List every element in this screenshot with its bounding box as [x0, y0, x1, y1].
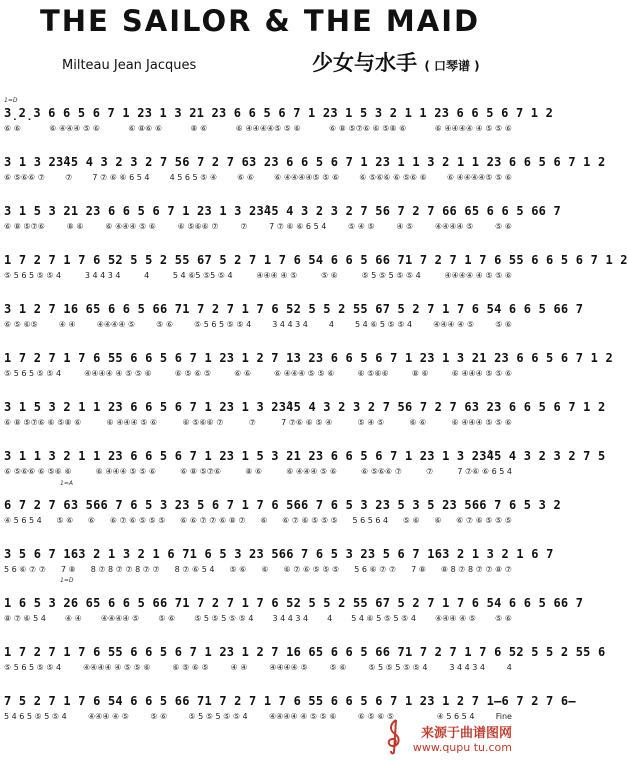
score-line [4, 487, 561, 536]
watermark-site-name: 来源于曲谱图网 [420, 726, 512, 741]
note-group: 6 7 2 7 6 [4, 498, 71, 512]
note-group: 3 2 1 3 2 1 6 7 [78, 547, 190, 561]
hole-group: ⑥ ⑦ ⑥ ⑤ ⑤ ⑤ [109, 516, 166, 525]
hole-group: ⑧ ⑥ [411, 369, 429, 378]
note-group: 6 7 [538, 204, 561, 218]
hole-group: ⑤ ④ ⑤ [348, 222, 375, 231]
hole-group: 5 4 ⑥5 ⑤5 ⑤ 4 [172, 271, 233, 280]
note-group: 5 6 [182, 253, 205, 267]
note-group: 1 7 2 7 1 7 6 5 [182, 596, 294, 610]
hole-group: ④④④ ④ ⑤ [435, 614, 476, 623]
hole-number-row [4, 418, 512, 427]
note-row [4, 547, 554, 561]
hole-group: 5 4 ⑥ 5 ⑤ ⑤ 4 [354, 320, 413, 329]
subtitle-type: ( 口琴谱 ) [424, 59, 480, 73]
hole-group: 3 4 4 3 4 [84, 271, 121, 280]
note-group: 3 2 1 3 2 1 6 7 [442, 547, 554, 561]
hole-group: ④④④④ ⑤ [100, 614, 140, 623]
hole-group: ⑥ ⑥ [237, 173, 255, 182]
note-row [4, 645, 606, 659]
note-group: 5 6 [360, 596, 383, 610]
note-group: 6 [471, 498, 480, 512]
note-group: 6 7 [560, 596, 584, 610]
note-group: 4 6 6 5 6 [115, 694, 183, 708]
hole-group: ⑥ ⑤ ⑥⑤ [4, 320, 38, 329]
note-group: 5 6 6 5 6 [315, 645, 383, 659]
note-group: 5 6 6 5 6 [471, 204, 539, 218]
hole-group: ⑥ ⑤⑥⑥ ⑦ [360, 467, 402, 476]
hole-group: ⑥ ⑤⑥⑥ ⑦ [182, 418, 224, 427]
note-group: 6 6 [70, 302, 94, 316]
note-group: 5 4 3 2 3 2 7 5 [70, 155, 183, 169]
note-group: 5 4 3 2 3 2 7 5 [494, 449, 606, 463]
hole-group: ④④④④ ④ ⑤ ⑤ ⑥ [444, 271, 512, 280]
hole-group: ⑥ ⑥ ⑦ ⑦ ⑥ ⑧ ⑦ [180, 516, 246, 525]
hole-group: ⑤ 5 6 5 ⑤ ⑤ 4 [4, 663, 62, 672]
note-group: 2 5 5 2 5 [293, 596, 361, 610]
hole-group: 7 ⑦⑥ ⑥ ⑤ ④ [281, 418, 333, 427]
note-row [4, 106, 554, 120]
hole-group: ⑥ ④④④ ⑤ ⑥ [106, 418, 158, 427]
note-group: 3 1 3 2 [144, 106, 197, 120]
hole-group: ⑥ ④④④ ⑤ ⑤ ⑥ [274, 369, 335, 378]
note-group: 1 7 2 7 1 7 6 5 [404, 253, 517, 267]
note-group: – [568, 694, 576, 708]
note-group: 6 [434, 547, 443, 561]
note-group: 1 7 2 7 1 7 6 5 [182, 302, 294, 316]
hole-group: ⑥ ⑧ ⑤⑦⑥ [4, 222, 45, 231]
note-group: 3 1 3 2 [427, 351, 480, 365]
note-group: 3 5 6 7 1 7 6 5 [182, 498, 294, 512]
note-group: 4 6 6 5 6 [494, 596, 561, 610]
score-line [4, 193, 561, 242]
hole-number-row [4, 222, 512, 231]
score-line [4, 585, 584, 634]
hole-group: ④④④④ ⑤ [269, 663, 308, 672]
note-group: 6 7 [560, 302, 584, 316]
note-group: 3 6 6 5 6 7 1 2 [115, 449, 227, 463]
hole-group: ⑥ ⑦ ⑥ ⑤ ⑤ ⑤ [283, 565, 340, 574]
hole-number-row [4, 614, 512, 623]
hole-group: ⑥ ⑤ ⑥ ⑤ [357, 712, 395, 721]
note-group: 6 7 6 5 3 2 [100, 498, 183, 512]
note-row [4, 253, 628, 267]
note-group: 1 7 2 7 1 7 6 5 [4, 351, 116, 365]
note-group: 5 6 6 5 6 7 1 2 [315, 694, 428, 708]
note-group: 7 5 2 7 1 7 6 5 [382, 596, 495, 610]
note-group: 1 7 2 7 1 7 6 5 [4, 645, 116, 659]
note-group: 1 2 [70, 204, 94, 218]
note-group: 6 [93, 498, 101, 512]
note-group: 1 7 2 7 1 7 6 5 [404, 645, 517, 659]
hole-group: ⑥ ④④④ ⑤ ⑤ ⑥ [451, 418, 512, 427]
note-group: 5 6 6 5 6 [93, 596, 160, 610]
hole-group: 8 ⑦ 8 ⑦ ⑦ 8 ⑦ ⑦ [90, 565, 160, 574]
note-group: 6 7 2 7 6 [501, 694, 569, 708]
note-group: 1 7 2 7 1 7 6 5 [204, 694, 316, 708]
hole-group: ④④④ ④ ⑤ [433, 320, 475, 329]
note-group: 3 5 [70, 498, 94, 512]
hole-number-row [4, 516, 512, 525]
hole-group: ⑥ ⑤⑥⑥ ⑥ ⑤⑥ ⑥ [359, 173, 427, 182]
note-group: 4 6 6 5 6 [315, 253, 383, 267]
hole-group: 7 ⑦⑥ ⑥ 6 5 4 [457, 467, 512, 476]
note-group: 3 1 1 3 2 1 1 2 [382, 155, 495, 169]
hole-number-row [4, 124, 512, 133]
note-row [4, 155, 606, 169]
composer-name: Milteau Jean Jacques [62, 58, 197, 73]
hole-group: ⑥ ④④④ ⑤ ⑥ [286, 467, 337, 476]
hole-group: ⑥ ④④④④⑤ ⑤ ⑥ [274, 173, 340, 182]
hole-group: ⑥ ⑤⑥⑥ ⑦ [177, 222, 219, 231]
note-group: 3̣2̣ [4, 106, 34, 120]
note-group: 3̂4 [256, 204, 272, 218]
hole-group: ⑤ ⑥ [229, 565, 247, 574]
note-group: 5 4 3 2 3 2 7 5 [293, 400, 405, 414]
hole-group: ⑥ ④④④④⑤ ⑤ ⑥ [446, 173, 512, 182]
note-group: 3 1 5 3 2 1 1 2 [330, 106, 442, 120]
hole-group: ⑤ 5 6 5 ⑤ ⑤ 4 [194, 320, 252, 329]
hole-group: ④④④④ ④ ⑤ ⑤ ⑥ [84, 369, 152, 378]
note-group: 2 5 5 2 5 [293, 302, 361, 316]
score-line [4, 242, 628, 291]
note-group: 1 2 [293, 449, 316, 463]
note-group: 6 7 [182, 694, 205, 708]
note-group: 1 7 2 7 1 7 6 5 [4, 253, 116, 267]
note-group: 6 6 [293, 645, 316, 659]
note-group: 3 1 3 2 [226, 400, 279, 414]
hole-group: ⑤ 5 ⑤ 5 ⑤ ⑤ 4 [361, 271, 421, 280]
hole-group: ⑧ ⑥ [66, 222, 84, 231]
hole-group: 7 ⑧ [411, 565, 426, 574]
hole-group: 7 ⑦ ⑥ ⑥ 6 5 4 [269, 222, 327, 231]
note-group: 3 1 2 7 1 [4, 302, 71, 316]
note-group: 5 4 3 2 3 2 7 5 [271, 204, 383, 218]
hole-group: ④④④④ ④ ⑤ ⑤ ⑥ [82, 663, 151, 672]
hole-group: ⑤ ⑥ [158, 614, 176, 623]
hole-group: ⑤ ⑥ [56, 516, 74, 525]
hole-group: ⑥ [261, 565, 269, 574]
hole-group: 3 4 4 3 4 [449, 663, 485, 672]
note-group: 3 5 [449, 498, 472, 512]
hole-group: ⑥ ⑥ [234, 369, 251, 378]
note-group: 3 6 6 5 6 7 1 2 [218, 106, 331, 120]
hole-group: ⑤ ⑥ [495, 614, 512, 623]
hole-group: ④ ④ [64, 614, 82, 623]
note-group: 3 5 6 7 1 [4, 547, 71, 561]
note-group: 5 6 6 5 6 7 1 2 [516, 253, 628, 267]
note-row [4, 351, 613, 365]
note-group: 3 1 2 7 1 [226, 351, 294, 365]
note-row [4, 498, 561, 512]
note-group: 6 [293, 498, 302, 512]
hole-group: ⑥ ④④④④⑤ ⑤ ⑥ [235, 124, 301, 133]
hole-group: ⑤ 5 ⑤ 5 ⑤ ⑤ 4 [368, 663, 428, 672]
hole-group: ⑥ ⑧⑥ ⑥ [128, 124, 163, 133]
hole-number-row [4, 467, 512, 476]
note-group: 2 5 5 2 5 [516, 645, 584, 659]
hole-group: ⑥ ④④④ ⑤ ⑥ [105, 222, 156, 231]
note-group: 5 6 6 5 6 [93, 302, 160, 316]
hole-group: ⑦ [426, 467, 434, 476]
note-group: 3 6 6 5 6 7 1 2 [494, 400, 606, 414]
key-signature-start: 1=D [4, 97, 18, 104]
chinese-subtitle [312, 47, 480, 77]
note-group: 3̂4 [479, 449, 495, 463]
page-title: THE SAILOR & THE MAID [39, 4, 481, 38]
note-group: 3̂4 [278, 400, 294, 414]
hole-group: ⑧ 8 ⑦ 8 ⑦ ⑦ ⑧ ⑦ [440, 565, 512, 574]
hole-group: ⑥ ④④④④ ④ ⑤ ⑤ ⑥ [434, 124, 512, 133]
hole-group: ⑥ ⑧ ⑤⑦⑥ ⑥ ⑤⑧ ⑥ [329, 124, 407, 133]
hole-group: ⑤ ⑥ [329, 663, 347, 672]
note-group: 3 6 6 5 6 7 1 2 [315, 351, 428, 365]
note-group: 6 7 6 5 3 2 [301, 498, 383, 512]
note-row [4, 302, 584, 316]
note-group: 6 6 [449, 204, 472, 218]
note-group: 5 6 [360, 302, 383, 316]
score-line [4, 389, 606, 438]
note-group: 3 2 [249, 155, 272, 169]
note-group: 6 [70, 547, 79, 561]
hole-group: ④ ⑤ [396, 222, 414, 231]
note-group: 6 [278, 547, 287, 561]
hole-group: ⑧ ⑦ ⑥ 5 4 [4, 614, 46, 623]
hole-group: ④④④④ ⑤ [96, 320, 136, 329]
hole-group: ⑥ ⑥ [4, 124, 21, 133]
note-group: 3 1 1 3 2 1 1 2 [4, 449, 116, 463]
treble-clef-icon [383, 718, 407, 754]
note-group: 3 5 [256, 547, 279, 561]
note-group: 3 6 6 5 6 7 1 2 [93, 204, 205, 218]
hole-number-row [4, 320, 512, 329]
note-row [4, 204, 561, 218]
note-group: – [494, 694, 502, 708]
hole-group: 4 [506, 663, 512, 672]
score-line [4, 340, 613, 389]
note-group: 3 6 6 5 6 7 1 2 [501, 351, 613, 365]
note-group: 6 7 [382, 253, 405, 267]
note-group: 3 1 3 2 [204, 204, 257, 218]
note-group: 6 7 6 5 3 2 [286, 547, 368, 561]
note-group: 1 6 5 3 2 [4, 596, 71, 610]
score-line [4, 291, 584, 340]
hole-number-row [4, 565, 512, 574]
score [4, 95, 628, 732]
hole-group: ⑧ ⑥ [190, 124, 208, 133]
note-group: 6 6 [70, 596, 94, 610]
note-group: 1 6 5 3 2 [189, 547, 257, 561]
subtitle-text: 少女与水手 [312, 51, 417, 75]
hole-group: ⑥ ⑤⑥⑥ ⑦ [4, 173, 45, 182]
note-group: 3 1 3 2 [4, 155, 56, 169]
hole-group: ⑥ ④④④ ⑤ ⑤ ⑥ [451, 369, 512, 378]
hole-group: ⑥ [260, 516, 268, 525]
note-group: 6 7 2 7 6 [382, 204, 450, 218]
note-group: 7 5 2 7 1 7 6 5 [204, 253, 316, 267]
note-group: 3 1 3 2 [427, 449, 480, 463]
hole-group: ⑦ [65, 173, 73, 182]
hole-number-row [4, 173, 512, 182]
note-row [4, 596, 584, 610]
hole-group: 5 4 6 5 ⑤ 5 ⑤ 4 [4, 712, 67, 721]
hole-number-row [4, 271, 512, 280]
note-group: 5 6 6 5 6 7 1 2 [115, 645, 227, 659]
score-line [4, 95, 554, 144]
hole-group: 8 ⑦ ⑥ 5 4 [174, 565, 215, 574]
hole-group: ⑦ [240, 222, 248, 231]
hole-group: ⑤ ⑥ [402, 516, 420, 525]
note-group: 6 7 [159, 596, 183, 610]
note-group: 3 1 5 3 2 [4, 204, 71, 218]
hole-group: ⑤ 5 ⑤ 5 ⑤ ⑤ 4 [194, 614, 254, 623]
hole-group: ④④④④ ④ ⑤ ⑤ ⑥ [268, 712, 337, 721]
note-group: 6 7 2 7 6 [182, 155, 250, 169]
hole-group: 4 [144, 271, 150, 280]
note-group: 6 7 [159, 302, 183, 316]
note-row [4, 400, 606, 414]
hole-group: 3 4 4 3 4 [272, 614, 309, 623]
hole-group: ⑥ ⑦ ⑥ ⑤ ⑤ ⑤ [456, 516, 512, 525]
note-group: 5 6 [583, 645, 606, 659]
hole-group: 4 [328, 320, 334, 329]
key-signature-second: 1=A [60, 480, 73, 487]
note-group: 3 6 6 5 6 7 1 2 [115, 400, 227, 414]
note-group: 3 2 [293, 351, 316, 365]
hole-group: Fine [495, 712, 512, 721]
hole-group: 7 ⑧ [60, 565, 76, 574]
hole-number-row [4, 712, 512, 721]
hole-group: ⑤ 5 ⑤ 5 ⑤ ⑤ 4 [188, 712, 248, 721]
hole-group: ⑤ 5 6 5 ⑤ ⑤ 4 [4, 271, 62, 280]
hole-group: ⑥ ⑤⑥⑥ ⑥ ⑤⑥ ⑥ [4, 467, 72, 476]
watermark-site-url: www.qupu tu.com [412, 741, 512, 754]
hole-group: ⑤ ⑥ [320, 271, 338, 280]
hole-group: ④④④ ④ ⑤ [87, 712, 129, 721]
hole-group: 5 6 5 6 4 [352, 516, 389, 525]
hole-group: ⑥ [434, 516, 442, 525]
note-group: 3 2 [471, 400, 495, 414]
hole-group: ⑥ ⑧ ⑤⑦⑥ ⑥ ⑤⑧ ⑥ [4, 418, 82, 427]
note-group: 6 7 2 7 6 [404, 400, 472, 414]
hole-group: ④ ④ [58, 320, 76, 329]
hole-group: 4 [327, 614, 333, 623]
hole-group: 3 4 4 3 4 [272, 320, 308, 329]
hole-group: ⑥ ⑤⑥⑥ [357, 369, 389, 378]
note-group: 3 6 6 5 6 7 1 2 [33, 106, 145, 120]
hole-group: 7 ⑦ ⑥ ⑥ 6 5 4 [92, 173, 150, 182]
hole-group: ⑥ ④④④ ⑤ ⑤ ⑥ [95, 467, 157, 476]
note-group: 3 5 6 7 1 [367, 547, 435, 561]
hole-group: ⑤ ⑥ [156, 320, 174, 329]
note-group: 6 7 [382, 645, 405, 659]
note-group: 3 1 2 7 1 [226, 645, 294, 659]
hole-group: ⑥ ⑦ ⑥ ⑤ ⑤ ⑤ [282, 516, 338, 525]
note-group: 3 5 3 5 2 [382, 498, 450, 512]
note-group: 4 6 6 5 6 [494, 302, 561, 316]
note-row [4, 449, 606, 463]
score-line [4, 438, 606, 487]
hole-group: ⑤ ④ ⑤ [357, 418, 385, 427]
hole-group: ⑥ ⑤ ⑥ ⑤ [174, 369, 212, 378]
hole-group: 5 6 ⑥ ⑦ ⑦ [354, 565, 397, 574]
note-group: 2 5 5 2 5 [115, 253, 183, 267]
hole-group: ⑥ ⑤ ⑥ ⑤ [172, 663, 209, 672]
hole-group: 5 6 ⑥ ⑦ ⑦ [4, 565, 46, 574]
hole-group: 4 5 6 5 ⑤ ④ [169, 173, 218, 182]
hole-group: ④④④ ④ ⑤ [256, 271, 298, 280]
note-group: 7 5 2 7 1 7 6 5 [382, 302, 495, 316]
note-group: 3 6 6 5 6 7 1 2 [271, 155, 383, 169]
note-group: 3 1 2 7 1 [427, 694, 495, 708]
note-group: 1 2 [479, 351, 502, 365]
score-line [4, 536, 554, 585]
score-line [4, 634, 606, 683]
hole-group: ⑥ ⑧ ⑤⑦⑥ [180, 467, 222, 476]
hole-group: ⑧ ⑥ [245, 467, 263, 476]
note-group: 6 7 6 5 3 2 [479, 498, 561, 512]
note-group: 3̂4 [55, 155, 71, 169]
hole-group: ⑥ [87, 516, 96, 525]
hole-group: ⑤ 5 6 5 ⑤ ⑤ 4 [4, 369, 62, 378]
note-group: 1 2 [196, 106, 219, 120]
hole-number-row [4, 663, 512, 672]
hole-group: ④ 5 6 5 4 [436, 712, 475, 721]
hole-group: ④ 5 6 5 4 [4, 516, 42, 525]
hole-group: ⑤ ⑥ [150, 712, 168, 721]
hole-group: ⑥ ⑥ [409, 418, 427, 427]
hole-group: ④ ④ [230, 663, 248, 672]
hole-group: ⑦ [248, 418, 256, 427]
score-line [4, 144, 606, 193]
hole-group: ⑥ ④④④ ⑤ ⑥ [49, 124, 100, 133]
note-group: 3 1 5 3 2 1 1 2 [4, 400, 116, 414]
hole-number-row [4, 369, 512, 378]
note-group: 3 1 5 3 2 [226, 449, 294, 463]
hole-group: ④④④④ ⑤ [434, 222, 474, 231]
hole-group: 5 4 ⑥ 5 ⑤ 5 ⑤ 4 [351, 614, 416, 623]
note-group: 5 6 6 5 6 7 1 2 [115, 351, 227, 365]
hole-group: ⑤ ⑥ [495, 222, 512, 231]
watermark [413, 722, 512, 754]
hole-group: ⑤ ⑥ [495, 320, 512, 329]
note-group: 3 6 6 5 6 7 1 2 [494, 155, 606, 169]
note-group: 3 6 6 5 6 7 1 2 [441, 106, 554, 120]
note-group: 7 5 2 7 1 7 6 5 [4, 694, 116, 708]
note-group: 3 6 6 5 6 7 1 2 [315, 449, 428, 463]
key-signature-third: 1=D [60, 577, 74, 584]
note-row [4, 694, 576, 708]
